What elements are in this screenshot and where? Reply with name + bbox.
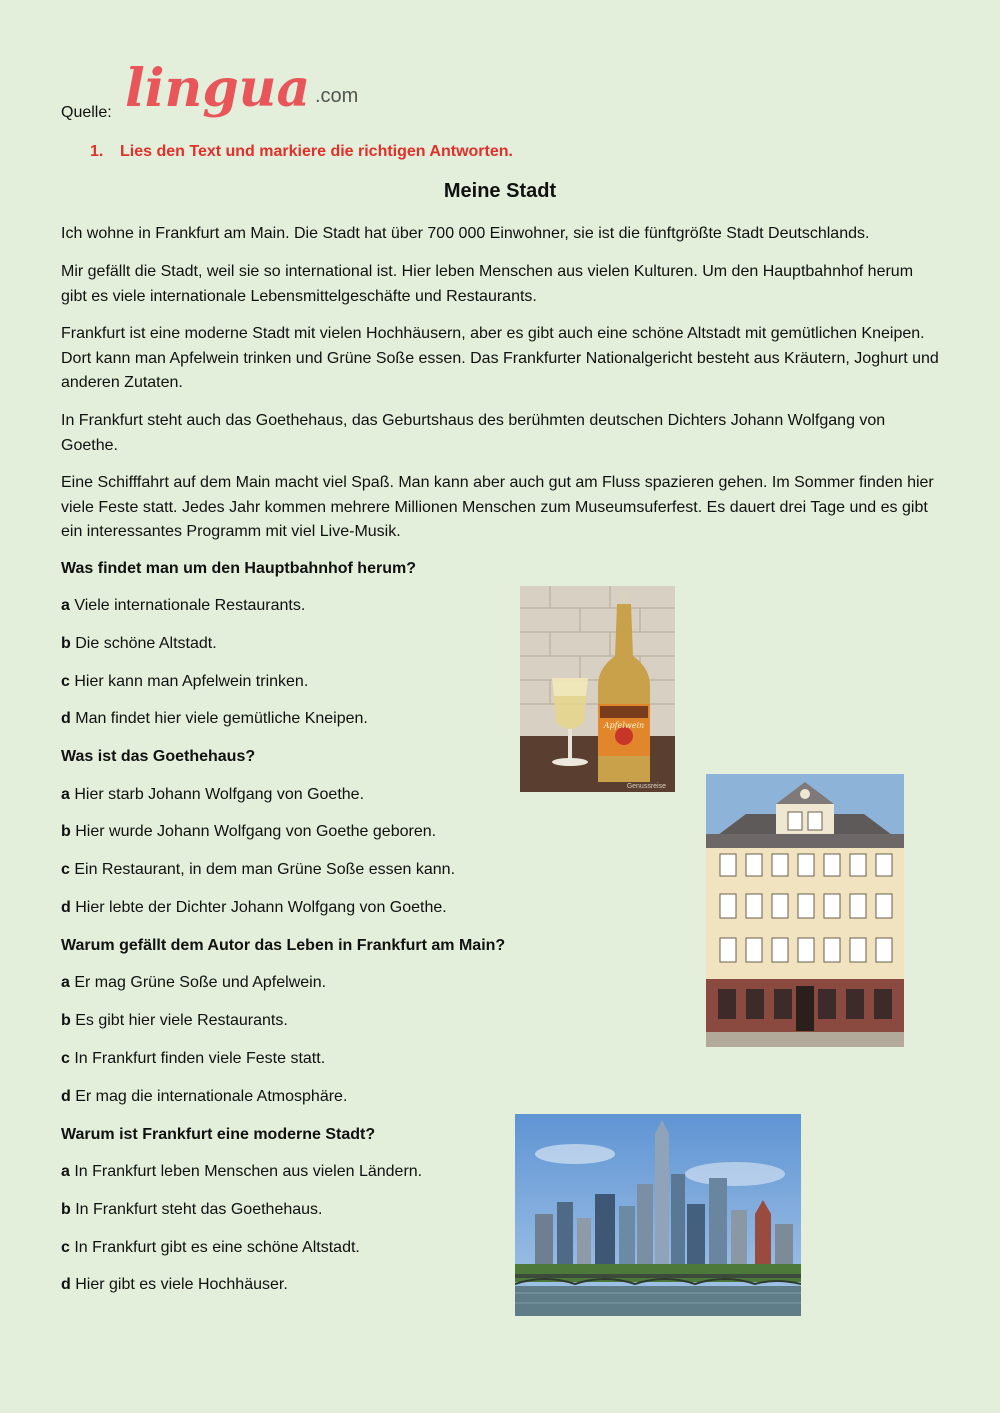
answer-option[interactable] bbox=[61, 1201, 322, 1219]
question-3: Warum gefällt dem Autor das Leben in Frankfurt am Main? bbox=[61, 937, 506, 954]
source-label: Quelle: bbox=[61, 104, 112, 121]
paragraph-5: Eine Schifffahrt auf dem Main macht viel Spaß. Man kann aber auch gut am Fluss spazieren gehen. Im Sommer finden hier viele Feste statt. Jedes Jahr kommen mehrere Millionen Menschen zum Museumsuferfest. Es dauert drei Tage und es gibt ein interessantes Programm mit viel Live-Musik. bbox=[61, 474, 934, 540]
answer-option[interactable] bbox=[61, 1012, 288, 1030]
option-text: Hier lebte der Dichter Johann Wolfgang von Goethe. bbox=[75, 899, 447, 916]
source-header bbox=[61, 56, 461, 126]
answer-option[interactable] bbox=[61, 710, 368, 728]
option-text: In Frankfurt finden viele Feste statt. bbox=[74, 1050, 326, 1067]
option-letter: b bbox=[61, 635, 71, 652]
option-text: Hier gibt es viele Hochhäuser. bbox=[75, 1276, 288, 1293]
option-letter: a bbox=[61, 1163, 70, 1180]
option-text: Er mag die internationale Atmosphäre. bbox=[75, 1088, 348, 1105]
option-letter: b bbox=[61, 1201, 71, 1218]
task-text: Lies den Text und markiere die richtigen Antworten. bbox=[120, 143, 513, 160]
option-letter: b bbox=[61, 1012, 71, 1029]
logo-main-text: lingua bbox=[125, 58, 311, 119]
logo-suffix-text: .com bbox=[315, 85, 359, 107]
answer-option[interactable] bbox=[61, 1050, 325, 1068]
bottle-label-text: Apfelwein bbox=[603, 721, 645, 730]
paragraph-4: In Frankfurt steht auch das Goethehaus, das Geburtshaus des berühmten deutschen Dichters Johann Wolfgang von Goethe. bbox=[61, 412, 886, 454]
question-4: Warum ist Frankfurt eine moderne Stadt? bbox=[61, 1126, 376, 1143]
apple-wine-photo bbox=[520, 586, 675, 792]
answer-option[interactable] bbox=[61, 823, 436, 841]
task-instruction bbox=[90, 143, 513, 161]
answer-option[interactable] bbox=[61, 597, 305, 615]
option-letter: d bbox=[61, 1276, 71, 1293]
question-1: Was findet man um den Hauptbahnhof herum? bbox=[61, 560, 416, 577]
answer-option[interactable] bbox=[61, 861, 455, 879]
answer-option[interactable] bbox=[61, 673, 308, 691]
option-letter: d bbox=[61, 710, 71, 727]
option-text: In Frankfurt steht das Goethehaus. bbox=[75, 1201, 323, 1218]
option-letter: a bbox=[61, 597, 70, 614]
answer-option[interactable] bbox=[61, 1276, 288, 1294]
answer-option[interactable] bbox=[61, 974, 326, 992]
option-text: Ein Restaurant, in dem man Grüne Soße essen kann. bbox=[74, 861, 456, 878]
paragraph-3: Frankfurt ist eine moderne Stadt mit vielen Hochhäusern, aber es gibt auch eine schöne Altstadt mit gemütlichen Kneipen. Dort kann man Apfelwein trinken und Grüne Soße essen. Das Frankfurter Nationalgericht besteht aus Kräutern, Joghurt und anderen Zutaten. bbox=[61, 325, 939, 391]
option-letter: c bbox=[61, 673, 70, 690]
answer-option[interactable] bbox=[61, 899, 447, 917]
option-letter: a bbox=[61, 974, 70, 991]
option-letter: b bbox=[61, 823, 71, 840]
option-letter: c bbox=[61, 1239, 70, 1256]
option-text: Hier starb Johann Wolfgang von Goethe. bbox=[74, 786, 365, 803]
answer-option[interactable] bbox=[61, 786, 364, 804]
option-text: Die schöne Altstadt. bbox=[75, 635, 217, 652]
option-letter: c bbox=[61, 861, 70, 878]
option-text: Hier kann man Apfelwein trinken. bbox=[74, 673, 309, 690]
option-letter: c bbox=[61, 1050, 70, 1067]
option-letter: a bbox=[61, 786, 70, 803]
option-text: Man findet hier viele gemütliche Kneipen. bbox=[75, 710, 368, 727]
answer-option[interactable] bbox=[61, 1163, 422, 1181]
answer-option[interactable] bbox=[61, 1088, 347, 1106]
text-title: Meine Stadt bbox=[443, 180, 557, 202]
option-text: Er mag Grüne Soße und Apfelwein. bbox=[74, 974, 327, 991]
option-text: In Frankfurt leben Menschen aus vielen Ländern. bbox=[74, 1163, 423, 1180]
option-text: In Frankfurt gibt es eine schöne Altstadt. bbox=[74, 1239, 360, 1256]
task-number: 1. bbox=[90, 143, 104, 160]
option-text: Es gibt hier viele Restaurants. bbox=[75, 1012, 288, 1029]
option-text: Hier wurde Johann Wolfgang von Goethe geboren. bbox=[75, 823, 437, 840]
lingua-logo[interactable] bbox=[125, 56, 385, 126]
answer-option[interactable] bbox=[61, 635, 217, 653]
photo-credit: Genussreise bbox=[626, 783, 666, 790]
answer-option[interactable] bbox=[61, 1239, 360, 1257]
paragraph-2: Mir gefällt die Stadt, weil sie so international ist. Hier leben Menschen aus vielen Kulturen. Um den Hauptbahnhof herum gibt es viele internationale Lebensmittelgeschäfte und Restaurants. bbox=[61, 263, 914, 305]
goethe-house-photo bbox=[706, 774, 904, 1047]
frankfurt-skyline-photo bbox=[515, 1114, 801, 1316]
question-2: Was ist das Goethehaus? bbox=[61, 748, 256, 765]
option-letter: d bbox=[61, 899, 71, 916]
option-text: Viele internationale Restaurants. bbox=[74, 597, 306, 614]
option-letter: d bbox=[61, 1088, 71, 1105]
paragraph-1: Ich wohne in Frankfurt am Main. Die Stadt hat über 700 000 Einwohner, sie ist die fünftgrößte Stadt Deutschlands. bbox=[61, 225, 870, 242]
